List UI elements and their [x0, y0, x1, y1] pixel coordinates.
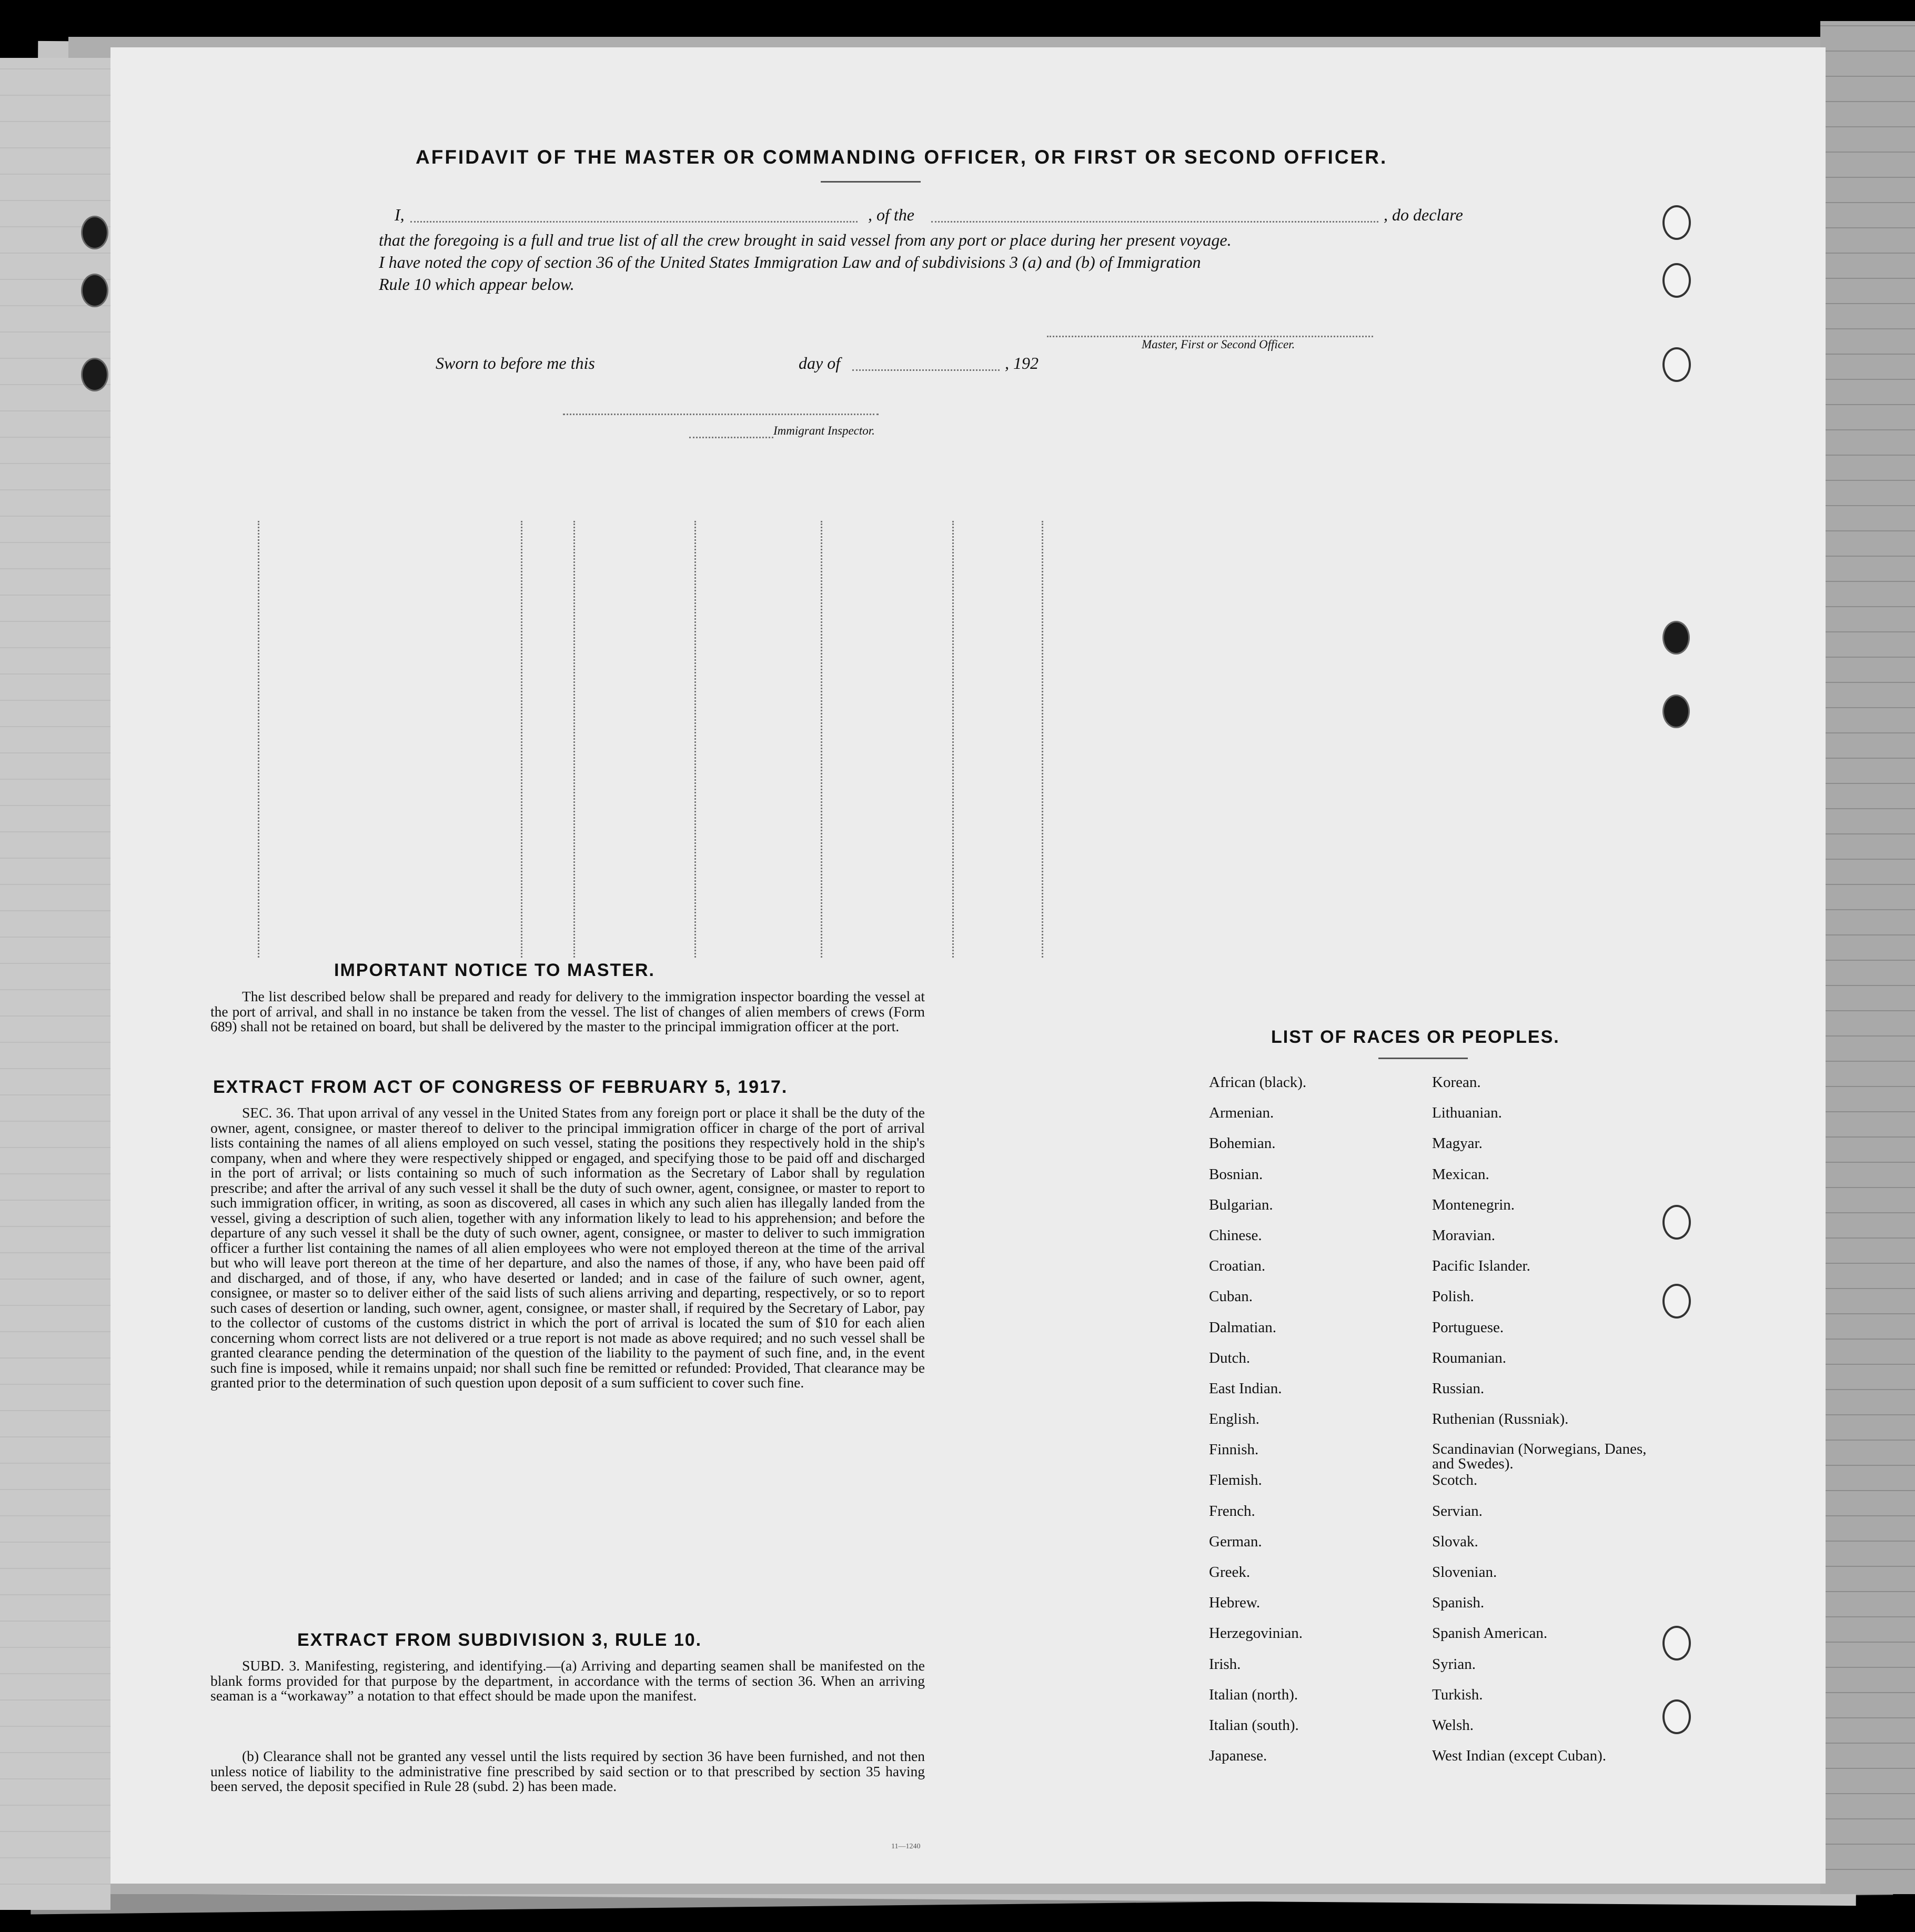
- inspector-signature-field-2[interactable]: [689, 437, 773, 438]
- race-item: Armenian.: [1209, 1104, 1274, 1122]
- race-item: Ruthenian (Russniak).: [1432, 1411, 1569, 1428]
- race-item: Scandinavian (Norwegians, Danes, and Swedes).: [1432, 1441, 1647, 1473]
- binder-hole-icon: [1662, 695, 1690, 728]
- underlying-page-left-edge: [0, 58, 110, 1910]
- inspector-signature-field[interactable]: [563, 414, 879, 415]
- race-item: Syrian.: [1432, 1655, 1476, 1673]
- race-item: Hebrew.: [1209, 1594, 1261, 1612]
- binder-hole-icon: [1662, 1284, 1691, 1319]
- races-title: LIST OF RACES OR PEOPLES.: [1271, 1027, 1560, 1047]
- bleed-column: [1042, 521, 1043, 958]
- binder-hole-icon: [1662, 1205, 1691, 1240]
- race-item: English.: [1209, 1411, 1259, 1428]
- race-item: West Indian (except Cuban).: [1432, 1747, 1607, 1765]
- race-item: Welsh.: [1432, 1716, 1474, 1734]
- sworn-year: , 192: [1005, 354, 1039, 373]
- title-rule: [821, 181, 921, 183]
- notice-title: IMPORTANT NOTICE TO MASTER.: [334, 960, 655, 980]
- vessel-name-field[interactable]: [931, 221, 1378, 223]
- race-item: Moravian.: [1432, 1226, 1495, 1244]
- binder-hole-icon: [81, 274, 108, 307]
- master-signature-caption: Master, First or Second Officer.: [1142, 338, 1295, 351]
- race-item: Montenegrin.: [1432, 1196, 1515, 1213]
- race-item: Bulgarian.: [1209, 1196, 1273, 1213]
- affidavit-page: [110, 47, 1826, 1884]
- rule-text-a: SUBD. 3. Manifesting, registering, and identifying.—(a) Arriving and departing seamen shall be manifested on the blank forms provided for that purpose by the department, in accordance with the terms of section 36. When an arriving seaman is a “workaway” a notation to that effect should be made upon the manifest.: [210, 1657, 925, 1704]
- race-item: Greek.: [1209, 1564, 1251, 1581]
- race-item: Herzegovinian.: [1209, 1625, 1303, 1642]
- race-item: Scotch.: [1432, 1472, 1478, 1489]
- race-item: Lithuanian.: [1432, 1104, 1502, 1122]
- race-item: German.: [1209, 1533, 1262, 1550]
- race-item: Chinese.: [1209, 1226, 1262, 1244]
- inspector-caption: Immigrant Inspector.: [773, 424, 875, 437]
- rule-text-b: (b) Clearance shall not be granted any vessel until the lists required by section 36 have been furnished, and not then unless notice of liability to the administrative fine prescribed by said section or to that prescribed by section 35 having been served, the deposit specified in Rule 28 (subd. 2) has been made.: [210, 1748, 925, 1794]
- master-name-field[interactable]: [410, 221, 858, 223]
- race-item: Spanish.: [1432, 1594, 1485, 1612]
- race-item: Dutch.: [1209, 1349, 1251, 1366]
- race-item: Magyar.: [1432, 1135, 1483, 1152]
- race-item: Portuguese.: [1432, 1319, 1504, 1336]
- act-title: EXTRACT FROM ACT OF CONGRESS OF FEBRUARY 5, 1917.: [213, 1077, 788, 1097]
- affidavit-line-4: Rule 10 which appear below.: [379, 275, 574, 294]
- affidavit-of-the: , of the: [868, 205, 914, 224]
- day-of-text: day of: [799, 354, 841, 373]
- affidavit-title: AFFIDAVIT OF THE MASTER OR COMMANDING OFFICER, OR FIRST OR SECOND OFFICER.: [416, 146, 1388, 168]
- sworn-text: Sworn to before me this: [436, 354, 595, 373]
- race-item: Cuban.: [1209, 1288, 1253, 1305]
- race-item: Italian (south).: [1209, 1716, 1299, 1734]
- race-item: Mexican.: [1432, 1165, 1489, 1183]
- act-text: SEC. 36. That upon arrival of any vessel in the United States from any foreign port or place it shall be the duty of the owner, agent, consignee, or master thereof to deliver to the principal immigration officer in charge of the port of arrival lists containing the names of all aliens employed on such vessel, stating the positions they respectively hold in the ship's company, when and where they were respectively shipped or engaged, and specifying those to be paid off and discharged in the port of arrival; or lists containing so much of such information as the Secretary of Labor shall by regulation prescribe; and after the arrival of any such vessel it shall be the duty of such owner, agent, consignee, or master to report to such immigration officer, in writing, as soon as discovered, all cases in which any such alien has illegally landed from the vessel, giving a description of such alien, together with any information likely to lead to his apprehension; and before the departure of any such vessel it shall be the duty of such owner, agent, consignee, or master to deliver to such immigration officer a further list containing the names of all alien employees who were not employed thereon at the time of the arrival but who will leave port thereon at the time of her departure, and also the names of those, if any, who have been paid off and discharged, and of those, if any, who have deserted or landed; and in case of the failure of such owner, agent, consignee, or master so to deliver either of the said lists of such aliens arriving and departing, respectively, or so to report such cases of desertion or landing, such owner, agent, consignee, or master shall, if required by the Secretary of Labor, pay to the collector of customs of the customs district in which the port of arrival is located the sum of $10 for each alien concerning whom correct lists are not delivered or a true report is not made as above required; and no such vessel shall be granted clearance pending the determination of the question of the liability to the payment of such fine, and, in the event such fine is imposed, while it remains unpaid; nor shall such fine be remitted or refunded: Provided, That clearance may be granted prior to the determination of such question upon deposit of a sum sufficient to cover such fine.: [210, 1104, 925, 1391]
- binder-hole-icon: [1662, 1626, 1691, 1661]
- race-item: Italian (north).: [1209, 1686, 1298, 1703]
- race-item: East Indian.: [1209, 1380, 1282, 1397]
- race-item: Spanish American.: [1432, 1625, 1548, 1642]
- affidavit-line-2: that the foregoing is a full and true list of all the crew brought in said vessel from any port or place during her present voyage.: [379, 230, 1232, 249]
- race-item: Slovenian.: [1432, 1564, 1497, 1581]
- bleed-column: [952, 521, 954, 958]
- races-left-column: [1209, 1074, 1306, 1778]
- affidavit-i: I,: [395, 205, 405, 224]
- binder-hole-icon: [1662, 1699, 1691, 1734]
- rule-title: EXTRACT FROM SUBDIVISION 3, RULE 10.: [297, 1630, 702, 1650]
- master-signature-field[interactable]: [1047, 336, 1373, 337]
- race-item: Korean.: [1432, 1074, 1481, 1091]
- binder-hole-icon: [1662, 263, 1691, 298]
- race-item: Pacific Islander.: [1432, 1257, 1530, 1275]
- race-item: Russian.: [1432, 1380, 1485, 1397]
- bleed-column: [694, 521, 696, 958]
- binder-hole-icon: [81, 216, 108, 249]
- affidavit-line-3: I have noted the copy of section 36 of the United States Immigration Law and of subdivisions 3 (a) and (b) of Immigration: [379, 253, 1201, 271]
- race-item: Slovak.: [1432, 1533, 1478, 1550]
- race-item: Polish.: [1432, 1288, 1474, 1305]
- race-item: Japanese.: [1209, 1747, 1267, 1765]
- form-number: 11—1240: [891, 1843, 921, 1850]
- race-item: Roumanian.: [1432, 1349, 1506, 1366]
- underlying-page-right-edge: [1820, 21, 1915, 1894]
- race-item: Flemish.: [1209, 1472, 1262, 1489]
- binder-hole-icon: [1662, 347, 1691, 382]
- race-item: Bosnian.: [1209, 1165, 1263, 1183]
- notice-text: The list described below shall be prepared and ready for delivery to the immigration inspector boarding the vessel at the port of arrival, and shall in no instance be taken from the vessel. The list of changes of alien members of crews (Form 689) shall not be retained on board, but shall be delivered by the master to the principal immigration officer at the port.: [210, 988, 925, 1034]
- sworn-day-field[interactable]: [852, 369, 1000, 371]
- binder-hole-icon: [1662, 205, 1691, 240]
- race-item: Finnish.: [1209, 1441, 1259, 1458]
- bleed-column: [258, 521, 259, 958]
- affidavit-declare: , do declare: [1384, 205, 1463, 224]
- race-item: Croatian.: [1209, 1257, 1266, 1275]
- race-item: Bohemian.: [1209, 1135, 1276, 1152]
- races-rule: [1378, 1058, 1468, 1059]
- race-item: French.: [1209, 1502, 1255, 1520]
- binder-hole-icon: [1662, 621, 1690, 655]
- bleed-column: [821, 521, 822, 958]
- races-right-column: [1432, 1074, 1658, 1778]
- race-item: Dalmatian.: [1209, 1319, 1277, 1336]
- binder-hole-icon: [81, 358, 108, 391]
- race-item: Irish.: [1209, 1655, 1241, 1673]
- race-item: African (black).: [1209, 1074, 1307, 1091]
- bleed-column: [521, 521, 522, 958]
- bleed-column: [573, 521, 575, 958]
- race-item: Turkish.: [1432, 1686, 1483, 1703]
- race-item: Servian.: [1432, 1502, 1483, 1520]
